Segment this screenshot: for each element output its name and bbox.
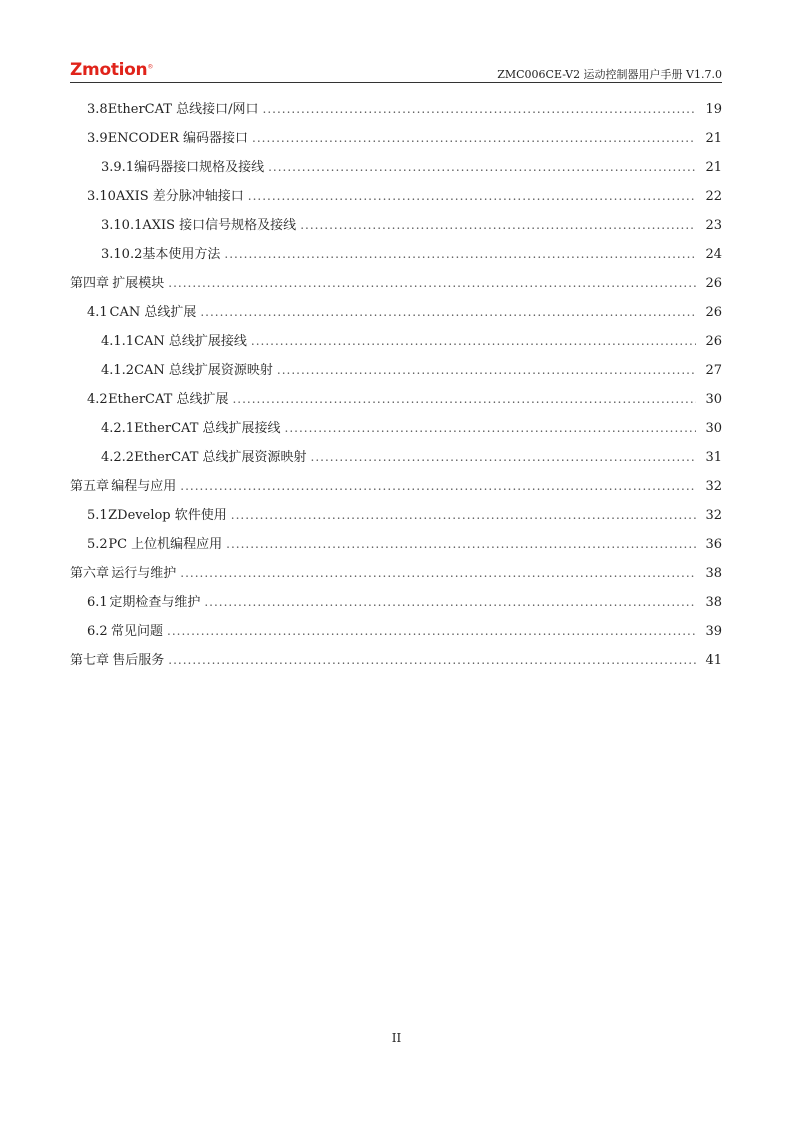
toc-leader-dots (180, 472, 696, 501)
toc-entry-title: EtherCAT 总线扩展接线 (134, 421, 281, 436)
toc-entry[interactable] (70, 356, 722, 385)
toc-entry-number: 3.8 (87, 102, 108, 117)
toc-entry-page: 22 (705, 189, 722, 204)
toc-entry-title: 扩展模块 (112, 276, 165, 291)
toc-entry-page: 26 (705, 334, 722, 349)
toc-entry-page: 26 (705, 276, 722, 291)
toc-leader-dots (232, 385, 696, 414)
toc-entry-number: 4.1.2 (101, 363, 135, 378)
toc-entry[interactable] (70, 124, 722, 153)
toc-entry-number: 5.2 (87, 537, 108, 552)
toc-entry[interactable] (70, 153, 722, 182)
zmotion-logo: Zmotion® (70, 60, 154, 80)
toc-leader-dots (200, 298, 696, 327)
toc-entry-page: 27 (705, 363, 722, 378)
toc-entry[interactable] (70, 327, 722, 356)
toc-entry-page: 38 (705, 595, 722, 610)
toc-leader-dots (168, 646, 696, 675)
document-title: ZMC006CE-V2 运动控制器用户手册 V1.7.0 (497, 68, 722, 81)
toc-entry-number: 6.2 (87, 624, 108, 639)
toc-leader-dots (224, 240, 696, 269)
toc-entry[interactable] (70, 559, 722, 588)
toc-entry-title: CAN 总线扩展资源映射 (134, 363, 273, 378)
page-header (70, 60, 722, 83)
toc-entry-page: 19 (705, 102, 722, 117)
toc-entry-page: 30 (705, 392, 722, 407)
toc-entry[interactable] (70, 501, 722, 530)
toc-entry-page: 24 (705, 247, 722, 262)
toc-entry-title: EtherCAT 总线扩展资源映射 (134, 450, 307, 465)
toc-entry[interactable] (70, 530, 722, 559)
toc-entry[interactable] (70, 211, 722, 240)
toc-entry[interactable] (70, 95, 722, 124)
toc-entry-page: 36 (705, 537, 722, 552)
toc-entry-page: 31 (705, 450, 722, 465)
toc-entry-page: 32 (705, 508, 722, 523)
toc-leader-dots (268, 153, 696, 182)
toc-leader-dots (204, 588, 696, 617)
toc-leader-dots (263, 95, 697, 124)
toc-entry-number: 4.1.1 (101, 334, 135, 349)
table-of-contents (70, 95, 722, 675)
toc-entry-page: 26 (705, 305, 722, 320)
toc-entry[interactable] (70, 385, 722, 414)
toc-entry[interactable] (70, 269, 722, 298)
toc-entry-number: 4.2.1 (101, 421, 135, 436)
toc-entry-title: EtherCAT 总线扩展 (108, 392, 229, 407)
toc-leader-dots (168, 269, 696, 298)
toc-leader-dots (231, 501, 696, 530)
toc-entry-page: 21 (705, 131, 722, 146)
toc-entry-page: 30 (705, 421, 722, 436)
toc-leader-dots (167, 617, 696, 646)
toc-entry-title: 运行与维护 (111, 566, 177, 581)
toc-entry-number: 3.10.2 (101, 247, 143, 262)
toc-entry-number: 第六章 (70, 566, 110, 581)
toc-entry-title: CAN 总线扩展接线 (134, 334, 247, 349)
toc-entry[interactable] (70, 617, 722, 646)
toc-entry[interactable] (70, 414, 722, 443)
toc-entry-page: 32 (705, 479, 722, 494)
toc-entry-title: ENCODER 编码器接口 (107, 131, 248, 146)
toc-entry[interactable] (70, 588, 722, 617)
toc-leader-dots (252, 124, 696, 153)
toc-leader-dots (251, 327, 696, 356)
toc-entry[interactable] (70, 472, 722, 501)
toc-entry-title: CAN 总线扩展 (109, 305, 197, 320)
toc-entry-page: 21 (705, 160, 722, 175)
toc-entry-title: 常见问题 (111, 624, 164, 639)
toc-entry-number: 3.9.1 (101, 160, 135, 175)
toc-entry-number: 第五章 (70, 479, 110, 494)
toc-entry[interactable] (70, 646, 722, 675)
toc-entry-title: PC 上位机编程应用 (108, 537, 223, 552)
toc-entry-number: 3.10 (87, 189, 116, 204)
toc-leader-dots (277, 356, 696, 385)
toc-entry-title: AXIS 差分脉冲轴接口 (115, 189, 244, 204)
toc-entry[interactable] (70, 443, 722, 472)
toc-entry-number: 第四章 (70, 276, 110, 291)
toc-entry-number: 3.9 (87, 131, 108, 146)
toc-entry-title: 基本使用方法 (142, 247, 221, 262)
toc-entry[interactable] (70, 298, 722, 327)
page-number: II (391, 1031, 402, 1045)
toc-entry-number: 第七章 (70, 653, 110, 668)
toc-entry-page: 23 (705, 218, 722, 233)
toc-entry-page: 41 (705, 653, 722, 668)
toc-entry-page: 38 (705, 566, 722, 581)
toc-entry-title: AXIS 接口信号规格及接线 (142, 218, 297, 233)
toc-entry-number: 4.2 (87, 392, 108, 407)
toc-entry-title: 定期检查与维护 (109, 595, 201, 610)
toc-entry-number: 3.10.1 (101, 218, 143, 233)
toc-leader-dots (311, 443, 697, 472)
toc-leader-dots (180, 559, 696, 588)
toc-entry-number: 6.1 (87, 595, 108, 610)
toc-entry[interactable] (70, 182, 722, 211)
toc-entry-number: 4.2.2 (101, 450, 135, 465)
toc-entry-number: 5.1 (87, 508, 108, 523)
toc-entry-number: 4.1 (87, 305, 108, 320)
toc-entry-title: EtherCAT 总线接口/网口 (107, 102, 259, 117)
toc-entry-page: 39 (705, 624, 722, 639)
toc-entry-title: 售后服务 (112, 653, 165, 668)
toc-entry-title: 编码器接口规格及接线 (134, 160, 265, 175)
toc-entry[interactable] (70, 240, 722, 269)
toc-entry-title: 编程与应用 (111, 479, 177, 494)
toc-leader-dots (248, 182, 696, 211)
toc-leader-dots (285, 414, 697, 443)
toc-leader-dots (300, 211, 696, 240)
toc-entry-title: ZDevelop 软件使用 (108, 508, 227, 523)
toc-leader-dots (226, 530, 696, 559)
